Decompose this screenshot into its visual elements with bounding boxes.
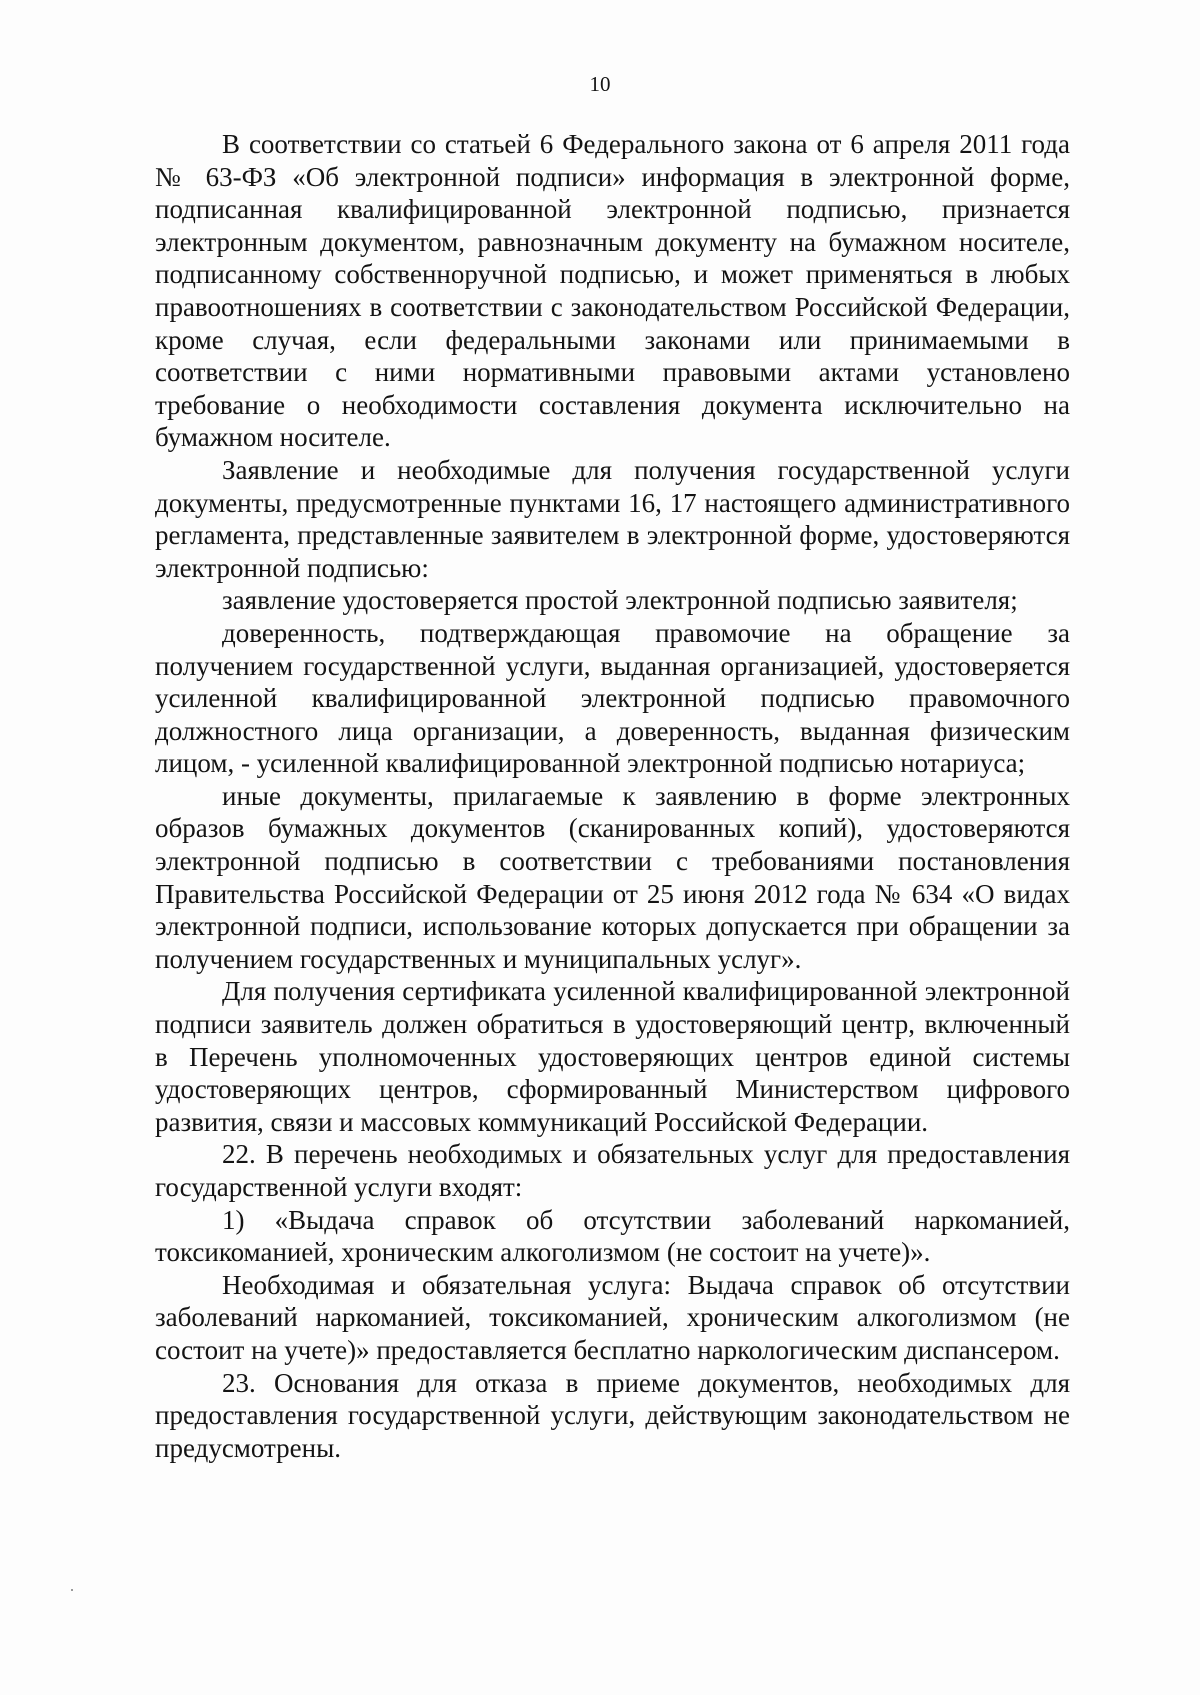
paragraph-power-of-attorney: доверенность, подтверждающая правомочие на обращение за получением государственной услуги, выданная организацией, удостоверяется усиленной квалифицированной электронной подписью правомочного должностного лица организации, а доверенность, выданная физическим лицом, - усиленной квалифицированной электронной подписью нотариуса; — [155, 617, 1070, 779]
paragraph-other-documents: иные документы, прилагаемые к заявлению в форме электронных образов бумажных документов (сканированных копий), удостоверяются электронной подписью в соответствии с требованиями постановления Правительства Российской Федерации от 25 июня 2012 года № 634 «О видах электронной подписи, использование которых допускается при обращении за получением государственных и муниципальных услуг». — [155, 780, 1070, 974]
page-number: 10 — [589, 72, 611, 96]
paragraph-certificate: Для получения сертификата усиленной квалифицированной электронной подписи заявитель должен обратиться в удостоверяющий центр, включенный в Перечень уполномоченных удостоверяющих центров единой системы удостоверяющих центров, сформированный Министерством цифрового развития, связи и массовых коммуникаций Российской Федерации. — [155, 976, 1070, 1137]
document-body — [155, 128, 1070, 1464]
paragraph-required-service: Необходимая и обязательная услуга: Выдача справок об отсутствии заболеваний наркоманией, токсикоманией, хроническим алкоголизмом (не состоит на учете)» предоставляется бесплатно наркологическим диспансером. — [155, 1269, 1070, 1365]
paragraph-service-item-1: 1) «Выдача справок об отсутствии заболеваний наркоманией, токсикоманией, хроническим алкоголизмом (не состоит на учете)». — [155, 1204, 1070, 1268]
paragraph-section-22: 22. В перечень необходимых и обязательных услуг для предоставления государственной услуги входят: — [155, 1139, 1070, 1202]
paragraph-application-simple-signature: заявление удостоверяется простой электронной подписью заявителя; — [222, 585, 1018, 616]
paragraph-electronic-signature-law: В соответствии со статьей 6 Федерального закона от 6 апреля 2011 года № 63-ФЗ «Об электронной подписи» информация в электронной форме, подписанная квалифицированной электронной подписью, признается электронным документом, равнозначным документу на бумажном носителе, подписанному собственноручной подписью, и может применяться в любых правоотношениях в соответствии с законодательством Российской Федерации, кроме случая, если федеральными законами или принимаемыми в соответствии с ними нормативными правовыми актами установлено требование о необходимости составления документа исключительно на бумажном носителе. — [155, 129, 1070, 453]
paragraph-section-23: 23. Основания для отказа в приеме документов, необходимых для предоставления государственной услуги, действующим законодательством не предусмотрены. — [155, 1367, 1070, 1463]
scan-artifact — [71, 1589, 73, 1591]
paragraph-application-documents: Заявление и необходимые для получения государственной услуги документы, предусмотренные пунктами 16, 17 настоящего административного регламента, представленные заявителем в электронной форме, удостоверяются электронной подписью: — [155, 454, 1070, 583]
